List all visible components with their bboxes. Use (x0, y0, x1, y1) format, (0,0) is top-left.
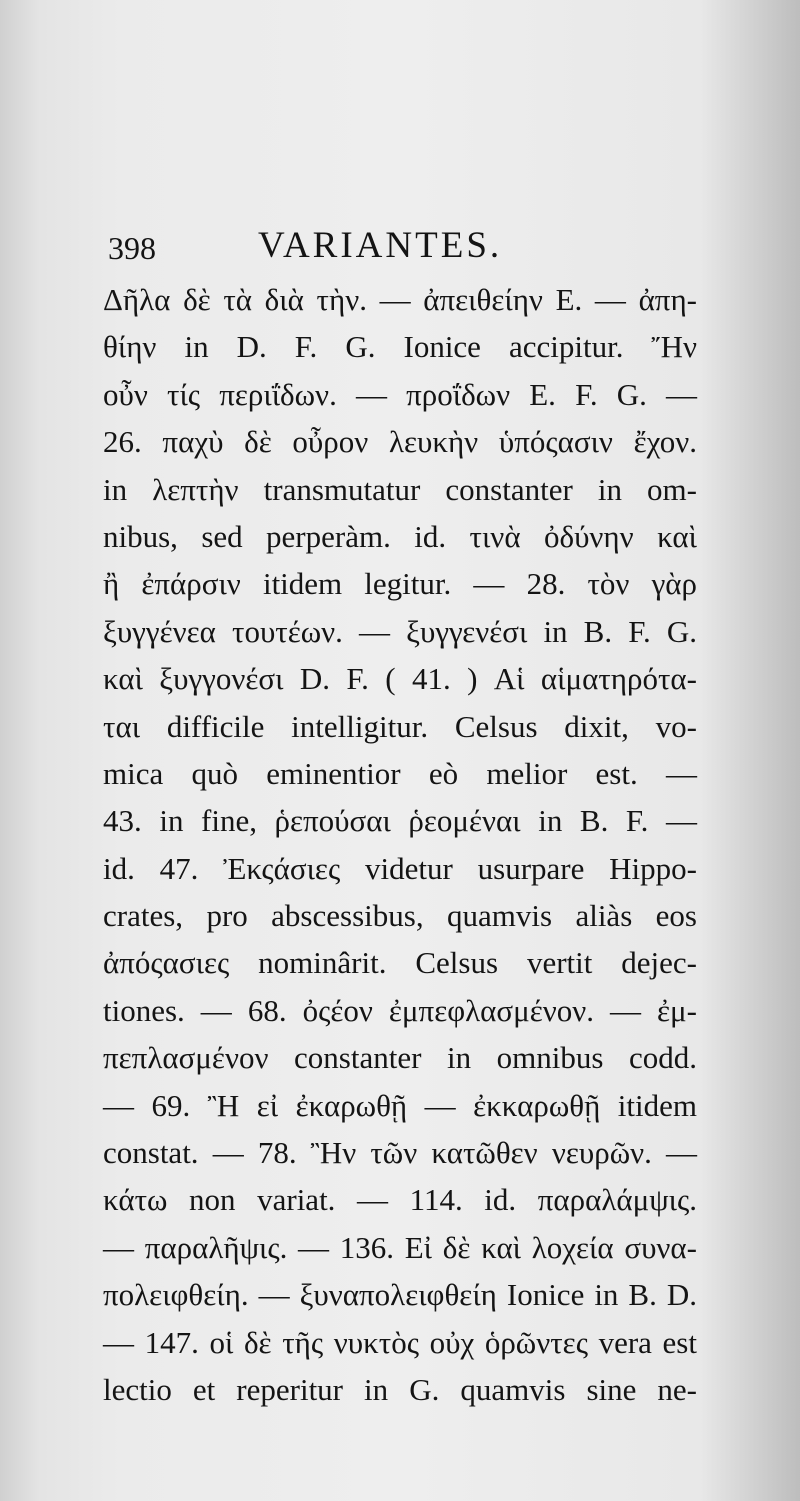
text-line: constat. — 78. Ἢν τῶν κατῶθεν νευρῶν. — (103, 1135, 697, 1171)
text-line: οὖν τίς περιΐδων. — προΐδων E. F. G. — (103, 376, 697, 412)
text-line: id. 47. Ἐκςάσιες videtur usurpare Hippo- (103, 850, 697, 886)
text-line: ἢ ἐπάρσιν itidem legitur. — 28. τὸν γὰρ (103, 566, 697, 602)
text-line: — παραλῆψις. — 136. Εἰ δὲ καὶ λοχεία συνα- (103, 1229, 697, 1265)
text-line: — 147. οἱ δὲ τῆς νυκτὸς οὐχ ὁρῶντες vera est (103, 1324, 697, 1360)
text-line: κάτω non variat. — 114. id. παραλάμψις. (103, 1182, 697, 1218)
text-line: crates, pro abscessibus, quamvis aliàs eos (103, 898, 697, 934)
body-text (103, 276, 697, 1413)
text-line: 26. παχὺ δὲ οὖρον λευκὴν ὑπόςασιν ἔχον. (103, 424, 697, 460)
text-line: mica quò eminentior eò melior est. — (103, 755, 697, 791)
running-title: VARIANTES. (258, 225, 503, 266)
page-header (108, 222, 698, 272)
text-line: nibus, sed perperàm. id. τινὰ ὀδύνην καὶ (103, 518, 697, 554)
text-line: πολειφθείη. — ξυναπολειφθείη Ionice in B. D. (103, 1277, 697, 1313)
text-line: — 69. Ἢ εἰ ἐκαρωθῇ — ἐκκαρωθῇ itidem (103, 1087, 697, 1123)
text-line: in λεπτὴν transmutatur constanter in om- (103, 471, 697, 507)
text-line: 43. in fine, ῥεπούσαι ῥεομέναι in B. F. — (103, 803, 697, 839)
text-line: ται difficile intelligitur. Celsus dixit, vo- (103, 708, 697, 744)
text-line: lectio et reperitur in G. quamvis sine ne- (103, 1371, 697, 1407)
text-line: Δῆλα δὲ τὰ διὰ τὴν. — ἀπειθείην E. — ἀπη- (103, 282, 697, 317)
page-number: 398 (108, 230, 156, 266)
text-line: θίην in D. F. G. Ionice accipitur. Ἤν (103, 329, 697, 365)
text-line: ξυγγένεα τουτέων. — ξυγγενέσι in B. F. G. (103, 613, 697, 649)
text-line: tiones. — 68. ὀςέον ἐμπεφλασμένον. — ἐμ- (103, 992, 697, 1028)
text-line: πεπλασμένον constanter in omnibus codd. (103, 1040, 697, 1076)
text-line: καὶ ξυγγονέσι D. F. ( 41. ) Αἱ αἱματηρότα- (103, 661, 697, 697)
text-line: ἀπόςασιες nominârit. Celsus vertit dejec- (103, 945, 697, 981)
